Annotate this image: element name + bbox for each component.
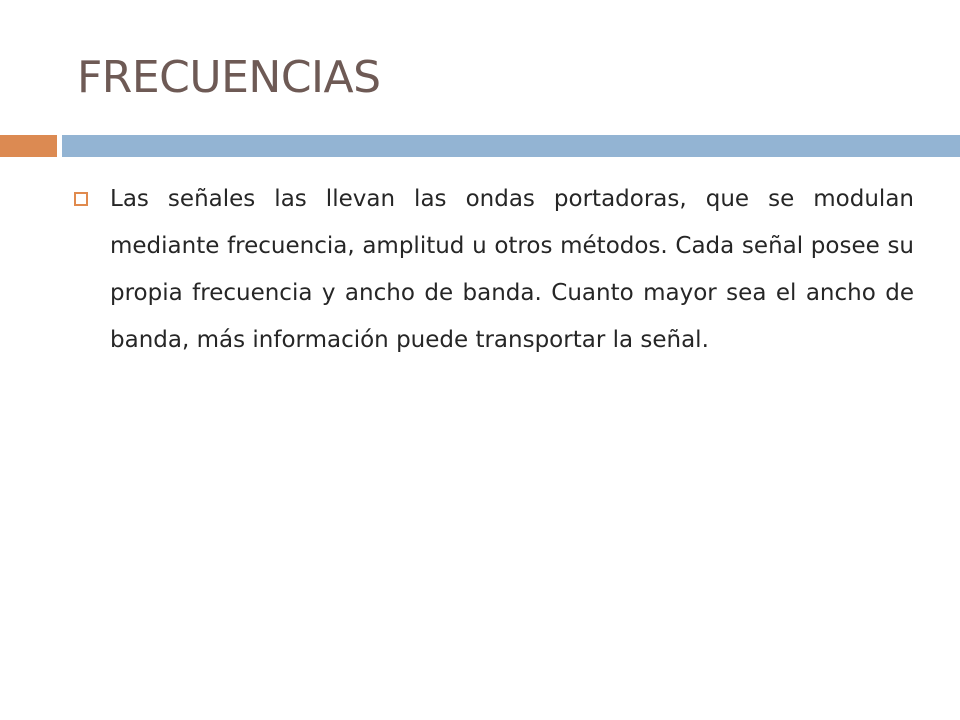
square-bullet-icon xyxy=(74,192,88,206)
bullet-item xyxy=(74,176,914,364)
slide-title: FRECUENCIAS xyxy=(77,52,381,103)
bullet-text: Las señales las llevan las ondas portadoras, que se modulan mediante frecuencia, amplitud u otros métodos. Cada señal posee su propia frecuencia y ancho de banda. Cuanto mayor sea el ancho de banda, más información puede transportar la señal. xyxy=(110,186,914,353)
title-accent-bar-orange xyxy=(0,135,57,157)
slide-content xyxy=(74,176,914,364)
title-accent-bar-blue xyxy=(62,135,960,157)
